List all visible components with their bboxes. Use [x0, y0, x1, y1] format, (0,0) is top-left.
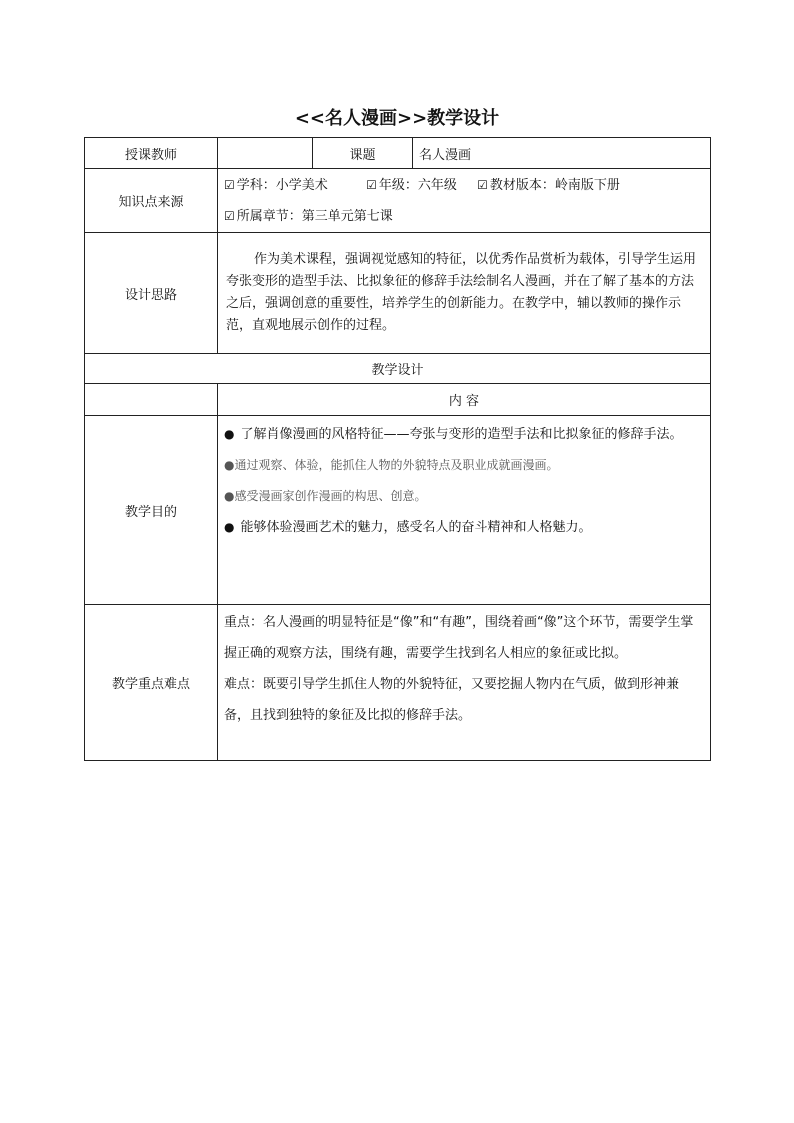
teacher-value — [218, 138, 313, 169]
goal-item: ● 能够体验漫画艺术的魅力，感受名人的奋斗精神和人格魅力。 — [224, 520, 592, 535]
goals-label: 教学目的 — [85, 416, 218, 605]
bullet-icon: ● — [224, 520, 235, 534]
topic-value: 名人漫画 — [413, 138, 711, 169]
key-point-text: 重点：名人漫画的明显特征是“像”和“有趣”，围绕着画“像”这个环节，需要学生掌握正确的观察方法，围绕有趣，需要学生找到名人相应的象征或比拟。 — [224, 615, 694, 661]
goal-item: ●通过观察、体验，能抓住人物的外貌特点及职业成就画漫画。 — [224, 458, 559, 472]
checkbox-icon: ☑ — [477, 177, 488, 192]
document-title: <<名人漫画>>教学设计 — [294, 108, 500, 129]
teacher-row — [85, 138, 711, 169]
chapter-value: 所属章节：第三单元第七课 — [236, 208, 393, 224]
keypoints-row — [85, 605, 711, 761]
idea-row — [85, 233, 711, 354]
checkbox-icon: ☑ — [224, 177, 235, 192]
edition-value: 教材版本：岭南版下册 — [489, 177, 620, 193]
keypoints-content — [218, 605, 711, 761]
bullet-icon: ● — [224, 427, 235, 441]
content-header-blank — [85, 384, 218, 416]
topic-label: 课题 — [313, 138, 413, 169]
lesson-plan-table — [84, 137, 711, 761]
section-header: 教学设计 — [85, 354, 711, 384]
grade-value: 年级：六年级 — [378, 177, 457, 193]
idea-content — [218, 233, 711, 354]
keypoints-label: 教学重点难点 — [85, 605, 218, 761]
source-row — [85, 169, 711, 233]
source-content — [218, 169, 711, 233]
goal-item: ●感受漫画家创作漫画的构思、创意。 — [224, 489, 427, 503]
content-header-row — [85, 384, 711, 416]
difficulty-text: 难点：既要引导学生抓住人物的外貌特征，又要挖掘人物内在气质，做到形神兼备，且找到独特的象征及比拟的修辞手法。 — [224, 677, 680, 723]
goals-row — [85, 416, 711, 605]
checkbox-icon: ☑ — [224, 208, 235, 223]
goal-item: ● 了解肖像漫画的风格特征——夸张与变形的造型手法和比拟象征的修辞手法。 — [224, 427, 683, 442]
content-header: 内 容 — [218, 384, 711, 416]
goals-content — [218, 416, 711, 605]
checkbox-icon: ☑ — [366, 177, 377, 192]
subject-value: 学科：小学美术 — [236, 177, 328, 193]
idea-paragraph: 作为美术课程，强调视觉感知的特征，以优秀作品赏析为载体，引导学生运用夸张变形的造型手法、比拟象征的修辞手法绘制名人漫画，并在了解了基本的方法之后，强调创意的重要性，培养学生的创新能力。在教学中，辅以教师的操作示范，直观地展示创作的过程。 — [226, 252, 697, 333]
section-header-row — [85, 354, 711, 384]
bullet-icon: ● — [224, 458, 235, 472]
bullet-icon: ● — [224, 489, 235, 503]
teacher-label: 授课教师 — [85, 138, 218, 169]
idea-label: 设计思路 — [85, 233, 218, 354]
source-label: 知识点来源 — [85, 169, 218, 233]
